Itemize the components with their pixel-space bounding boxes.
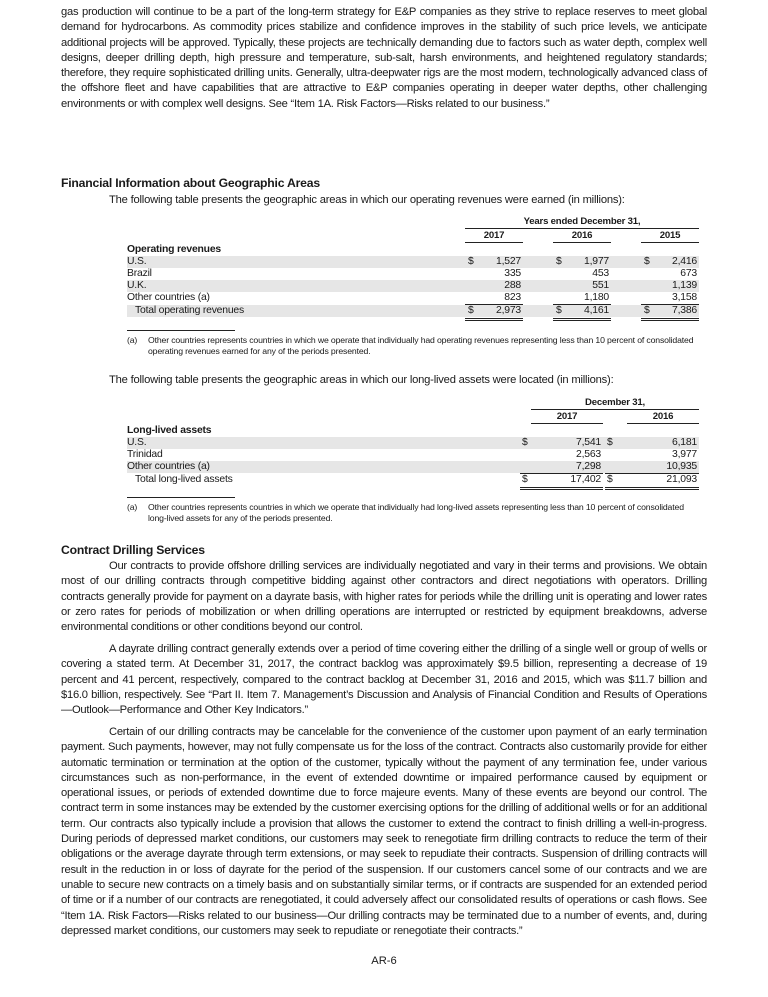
revenues-year-2016: 2016: [553, 230, 611, 243]
total-double-rule: [465, 318, 523, 321]
cell-2015: 3,158: [671, 292, 697, 303]
revenues-section-label: Operating revenues: [127, 244, 221, 255]
table-row: [127, 461, 699, 473]
cell-2016: 453: [592, 268, 609, 279]
page-number: AR-6: [371, 955, 397, 967]
total-2016: 21,093: [666, 474, 697, 485]
revenues-group-header: Years ended December 31,: [465, 216, 699, 229]
row-label: Brazil: [127, 268, 152, 279]
footnote-text: Other countries represents countries in which we operate that individually had long-lived assets representing less than 10 percent of consolidated long-lived assets for any of the periods presented.: [148, 502, 684, 523]
geographic-areas-heading: Financial Information about Geographic Areas: [61, 176, 320, 190]
cell-2016: 1,977: [583, 256, 609, 267]
row-label: Trinidad: [127, 449, 163, 460]
currency-symbol: $: [607, 437, 613, 448]
footnote-rule: [127, 330, 235, 331]
currency-symbol: $: [468, 256, 474, 267]
row-label: Other countries (a): [127, 461, 210, 472]
cell-2016: 551: [592, 280, 609, 291]
cell-2017: 2,563: [575, 449, 601, 460]
row-label: Other countries (a): [127, 292, 210, 303]
table-row: [127, 280, 699, 292]
total-2017: 17,402: [570, 474, 601, 485]
contract-paragraph-2: A dayrate drilling contract generally extends over a period of time covering either the drilling of a single well or group of wells or covering a stated term. At December 31, 2017, the contract backlog was approximately $9.5 billion, representing a decrease of 19 percent and 41 percent, respectively, compared to the contract backlog at December 31, 2016 and 2015, which was $11.7 billion and $16.0 billion, respectively. See “Part II. Item 7. Management’s Discussion and Analysis of Financial Condition and Results of Operations—Outlook—Performance and Other Key Indicators.”: [61, 643, 707, 717]
row-label: U.S.: [127, 256, 147, 267]
footnote-marker: (a): [127, 335, 138, 345]
revenues-year-2015: 2015: [641, 230, 699, 243]
footnote-rule: [127, 497, 235, 498]
currency-symbol: $: [468, 305, 474, 316]
currency-symbol: $: [522, 437, 528, 448]
cell-2016: 6,181: [671, 437, 697, 448]
total-double-rule: [641, 318, 699, 321]
total-double-rule: [553, 318, 611, 321]
cell-2017: 823: [504, 292, 521, 303]
revenues-year-2017: 2017: [465, 230, 523, 243]
row-label: Total long-lived assets: [135, 474, 233, 485]
cell-2015: 2,416: [671, 256, 697, 267]
contract-paragraph-3: Certain of our drilling contracts may be cancelable for the convenience of the customer upon payment of an early termination payment. Such payments, however, may not fully compensate us for the loss of the contract. Contracts also customarily provide for either automatic termination or termination at the option of the customer, typically without the payment of any termination fee, under various circumstances such as non-performance, in the event of extended downtime or impaired performance caused by equipment or operational issues, or periods of extended downtime due to force majeure events. Many of these events are beyond our control. The contract term in some instances may be extended by the customer exercising options for the drilling of additional wells or for an additional term. Our contracts also typically include a provision that allows the customer to extend the contract to finish drilling a well-in-progress. During periods of depressed market conditions, our customers may seek to renegotiate firm drilling contracts to reduce the term of their obligations or the average dayrate through term extensions, or may seek to repudiate their contracts. Suspension of drilling contracts will result in the reduction in or loss of dayrate for the period of the suspension. If our customers cancel some of our contracts and we are unable to secure new contracts on a timely basis and on substantially similar terms, or if contracts are suspended for an extended period of time or if a number of our contracts are renegotiated, it could adversely affect our consolidated results of operations or cash flows. See “Item 1A. Risk Factors—Risks related to our business—Our drilling contracts may be terminated due to a number of events, and, during depressed market conditions, our customers may seek to repudiate or renegotiate their contracts.”: [61, 726, 707, 937]
row-label: U.S.: [127, 437, 147, 448]
revenues-footnote: [127, 335, 699, 357]
total-double-rule: [605, 487, 699, 490]
assets-group-header: December 31,: [531, 397, 699, 410]
total-double-rule: [520, 487, 603, 490]
total-2015: 7,386: [671, 305, 697, 316]
assets-section-label: Long-lived assets: [127, 425, 212, 436]
footnote-marker: (a): [127, 502, 138, 512]
operating-revenues-table: [127, 213, 699, 323]
table-row: [127, 292, 699, 304]
currency-symbol: $: [556, 305, 562, 316]
row-label: Total operating revenues: [135, 305, 244, 316]
table-row-total: [127, 474, 699, 486]
assets-footnote: [127, 502, 699, 524]
total-2016: 4,161: [583, 305, 609, 316]
cell-2017: 7,298: [575, 461, 601, 472]
table-row-total: [127, 305, 699, 317]
table-row: [127, 256, 699, 268]
intro-paragraph: gas production will continue to be a part of the long-term strategy for E&P companies as they strive to replace reserves to meet global demand for hydrocarbons. As commodity prices stabilize and confidence improves in the stability of such price levels, we anticipate additional projects will be approved. Typically, these projects are technically demanding due to factors such as water depth, complex well designs, deeper drilling depth, high pressure and temperature, sub-salt, harsh environments, and heightened regulatory standards; therefore, they require sophisticated drilling units. Generally, ultra-deepwater rigs are the most modern, technologically advanced class of the offshore fleet and have capabilities that are attractive to E&P companies operating in deeper water depths, other challenging environments or with complex well designs. See “Item 1A. Risk Factors—Risks related to our business.”: [61, 6, 707, 110]
cell-2015: 673: [680, 268, 697, 279]
cell-2017: 288: [504, 280, 521, 291]
cell-2016: 3,977: [671, 449, 697, 460]
cell-2015: 1,139: [671, 280, 697, 291]
total-2017: 2,973: [495, 305, 521, 316]
assets-year-2016: 2016: [627, 411, 699, 424]
currency-symbol: $: [556, 256, 562, 267]
cell-2017: 335: [504, 268, 521, 279]
currency-symbol: $: [522, 474, 528, 485]
assets-table-intro: The following table presents the geographic areas in which our long-lived assets were located (in millions):: [109, 374, 614, 386]
contract-drilling-heading: Contract Drilling Services: [61, 543, 205, 557]
cell-2016: 10,935: [666, 461, 697, 472]
long-lived-assets-table: [127, 394, 699, 494]
currency-symbol: $: [644, 256, 650, 267]
contract-paragraph-1: Our contracts to provide offshore drilling services are individually negotiated and vary in their terms and provisions. We obtain most of our drilling contracts through competitive bidding against other contractors and direct negotiations with operators. Drilling contracts generally provide for payment on a dayrate basis, with higher rates for periods while the drilling unit is operating and lower rates or zero rates for periods of mobilization or when drilling operations are interrupted or restricted by equipment breakdowns, adverse environmental conditions or other conditions beyond our control.: [61, 560, 707, 634]
revenues-table-intro: The following table presents the geographic areas in which our operating revenues were earned (in millions):: [109, 194, 625, 206]
cell-2017: 7,541: [575, 437, 601, 448]
table-row: [127, 268, 699, 280]
row-label: U.K.: [127, 280, 147, 291]
footnote-text: Other countries represents countries in which we operate that individually had operating revenues representing less than 10 percent of consolidated operating revenues earned for any of the periods presented.: [148, 335, 694, 356]
cell-2017: 1,527: [495, 256, 521, 267]
currency-symbol: $: [607, 474, 613, 485]
currency-symbol: $: [644, 305, 650, 316]
cell-2016: 1,180: [583, 292, 609, 303]
table-row: [127, 449, 699, 461]
table-row: [127, 437, 699, 449]
assets-year-2017: 2017: [531, 411, 603, 424]
